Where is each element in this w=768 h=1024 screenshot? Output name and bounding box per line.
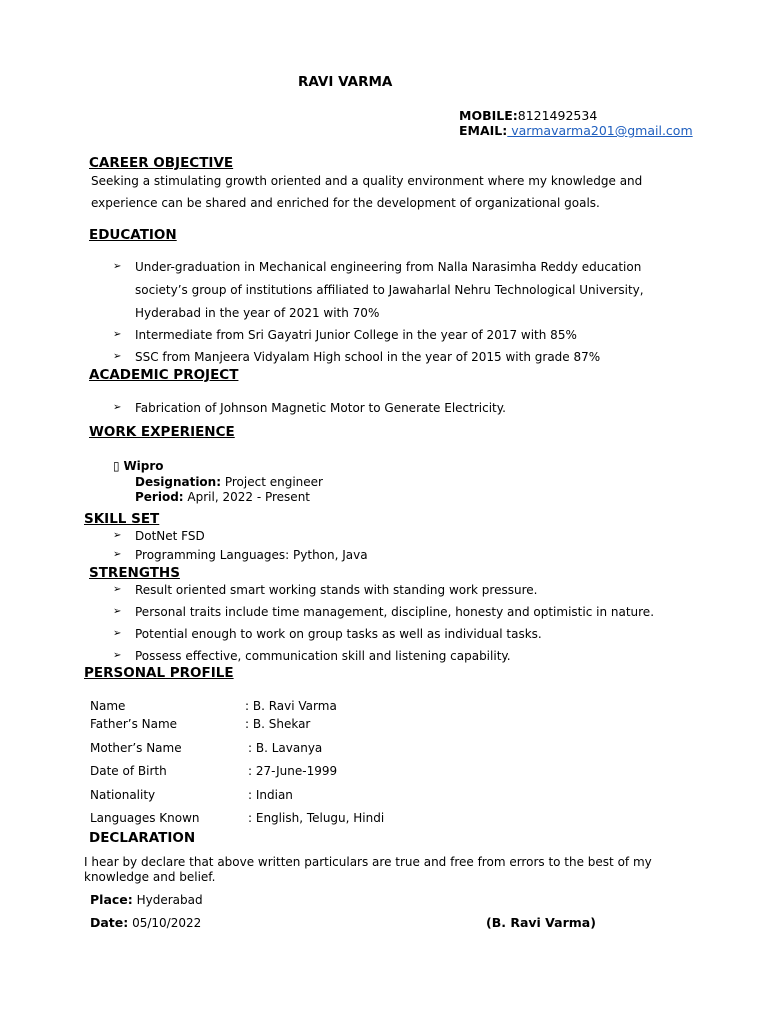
arrow-bullet-icon: ➢ bbox=[113, 402, 122, 413]
arrow-bullet-icon: ➢ bbox=[113, 549, 122, 560]
period-label: Period: bbox=[135, 490, 184, 504]
designation-label: Designation: bbox=[135, 475, 222, 489]
work-experience-heading: WORK EXPERIENCE bbox=[89, 424, 235, 440]
personal-profile-heading: PERSONAL PROFILE bbox=[84, 665, 234, 681]
place-line bbox=[90, 892, 203, 907]
profile-value: : Indian bbox=[248, 788, 293, 802]
place-value: Hyderabad bbox=[132, 893, 203, 907]
strength-item: Possess effective, communication skill and listening capability. bbox=[135, 649, 511, 663]
arrow-bullet-icon: ➢ bbox=[113, 261, 122, 272]
profile-value: : B. Ravi Varma bbox=[245, 699, 337, 713]
profile-label: Father’s Name bbox=[90, 717, 178, 731]
profile-label: Name bbox=[90, 699, 126, 713]
profile-label: Date of Birth bbox=[90, 764, 167, 778]
skill-item: DotNet FSD bbox=[135, 529, 205, 543]
company-line bbox=[113, 459, 164, 473]
profile-value: : 27-June-1999 bbox=[248, 764, 338, 778]
arrow-bullet-icon: ➢ bbox=[113, 628, 122, 639]
email-label: EMAIL: bbox=[459, 123, 508, 138]
candidate-name: RAVI VARMA bbox=[298, 74, 393, 90]
arrow-bullet-icon: ➢ bbox=[113, 606, 122, 617]
arrow-bullet-icon: ➢ bbox=[113, 351, 122, 362]
project-item: Fabrication of Johnson Magnetic Motor to Generate Electricity. bbox=[135, 401, 506, 415]
declaration-heading: DECLARATION bbox=[89, 830, 196, 846]
declaration-line: I hear by declare that above written particulars are true and free from errors to the best of my bbox=[84, 855, 652, 869]
mobile-label: MOBILE: bbox=[459, 108, 518, 123]
education-item: SSC from Manjeera Vidyalam High school in the year of 2015 with grade 87% bbox=[135, 350, 601, 364]
education-item: society’s group of institutions affiliated to Jawaharlal Nehru Technological University, bbox=[135, 283, 644, 297]
profile-label: Nationality bbox=[90, 788, 156, 802]
strength-item: Result oriented smart working stands with standing work pressure. bbox=[135, 583, 538, 597]
arrow-bullet-icon: ➢ bbox=[113, 584, 122, 595]
strength-item: Personal traits include time management, discipline, honesty and optimistic in nature. bbox=[135, 605, 655, 619]
designation-line bbox=[135, 475, 323, 489]
strengths-heading: STRENGTHS bbox=[89, 565, 180, 581]
arrow-bullet-icon: ➢ bbox=[113, 650, 122, 661]
education-item: Intermediate from Sri Gayatri Junior College in the year of 2017 with 85% bbox=[135, 328, 577, 342]
objective-line: Seeking a stimulating growth oriented and a quality environment where my knowledge and bbox=[91, 174, 643, 188]
email-line bbox=[459, 123, 693, 138]
designation-value: Project engineer bbox=[221, 475, 323, 489]
signature-name: (B. Ravi Varma) bbox=[486, 915, 596, 930]
education-heading: EDUCATION bbox=[89, 227, 177, 243]
objective-line: experience can be shared and enriched for the development of organizational goals. bbox=[91, 196, 600, 210]
mobile-number: 8121492534 bbox=[517, 108, 598, 123]
profile-value: : English, Telugu, Hindi bbox=[248, 811, 385, 825]
date-line bbox=[90, 915, 201, 930]
email-link[interactable]: varmavarma201@gmail.com bbox=[507, 123, 693, 138]
profile-value: : B. Lavanya bbox=[248, 741, 323, 755]
academic-project-heading: ACADEMIC PROJECT bbox=[89, 367, 239, 383]
declaration-line: knowledge and belief. bbox=[84, 870, 216, 884]
career-objective-heading: CAREER OBJECTIVE bbox=[89, 155, 234, 171]
date-value: 05/10/2022 bbox=[128, 916, 202, 930]
arrow-bullet-icon: ➢ bbox=[113, 329, 122, 340]
profile-label: Languages Known bbox=[90, 811, 200, 825]
profile-label: Mother’s Name bbox=[90, 741, 182, 755]
skill-item: Programming Languages: Python, Java bbox=[135, 548, 368, 562]
mobile-line bbox=[459, 108, 597, 123]
missing-glyph-icon: ▯ bbox=[113, 459, 120, 473]
place-label: Place: bbox=[90, 892, 133, 907]
arrow-bullet-icon: ➢ bbox=[113, 530, 122, 541]
skill-set-heading: SKILL SET bbox=[84, 511, 160, 527]
education-item: Hyderabad in the year of 2021 with 70% bbox=[135, 306, 380, 320]
company-name: Wipro bbox=[123, 459, 164, 473]
date-label: Date: bbox=[90, 915, 129, 930]
period-line bbox=[135, 490, 310, 504]
strength-item: Potential enough to work on group tasks as well as individual tasks. bbox=[135, 627, 542, 641]
profile-value: : B. Shekar bbox=[245, 717, 311, 731]
education-item: Under-graduation in Mechanical engineering from Nalla Narasimha Reddy education bbox=[135, 260, 642, 274]
period-value: April, 2022 - Present bbox=[183, 490, 311, 504]
